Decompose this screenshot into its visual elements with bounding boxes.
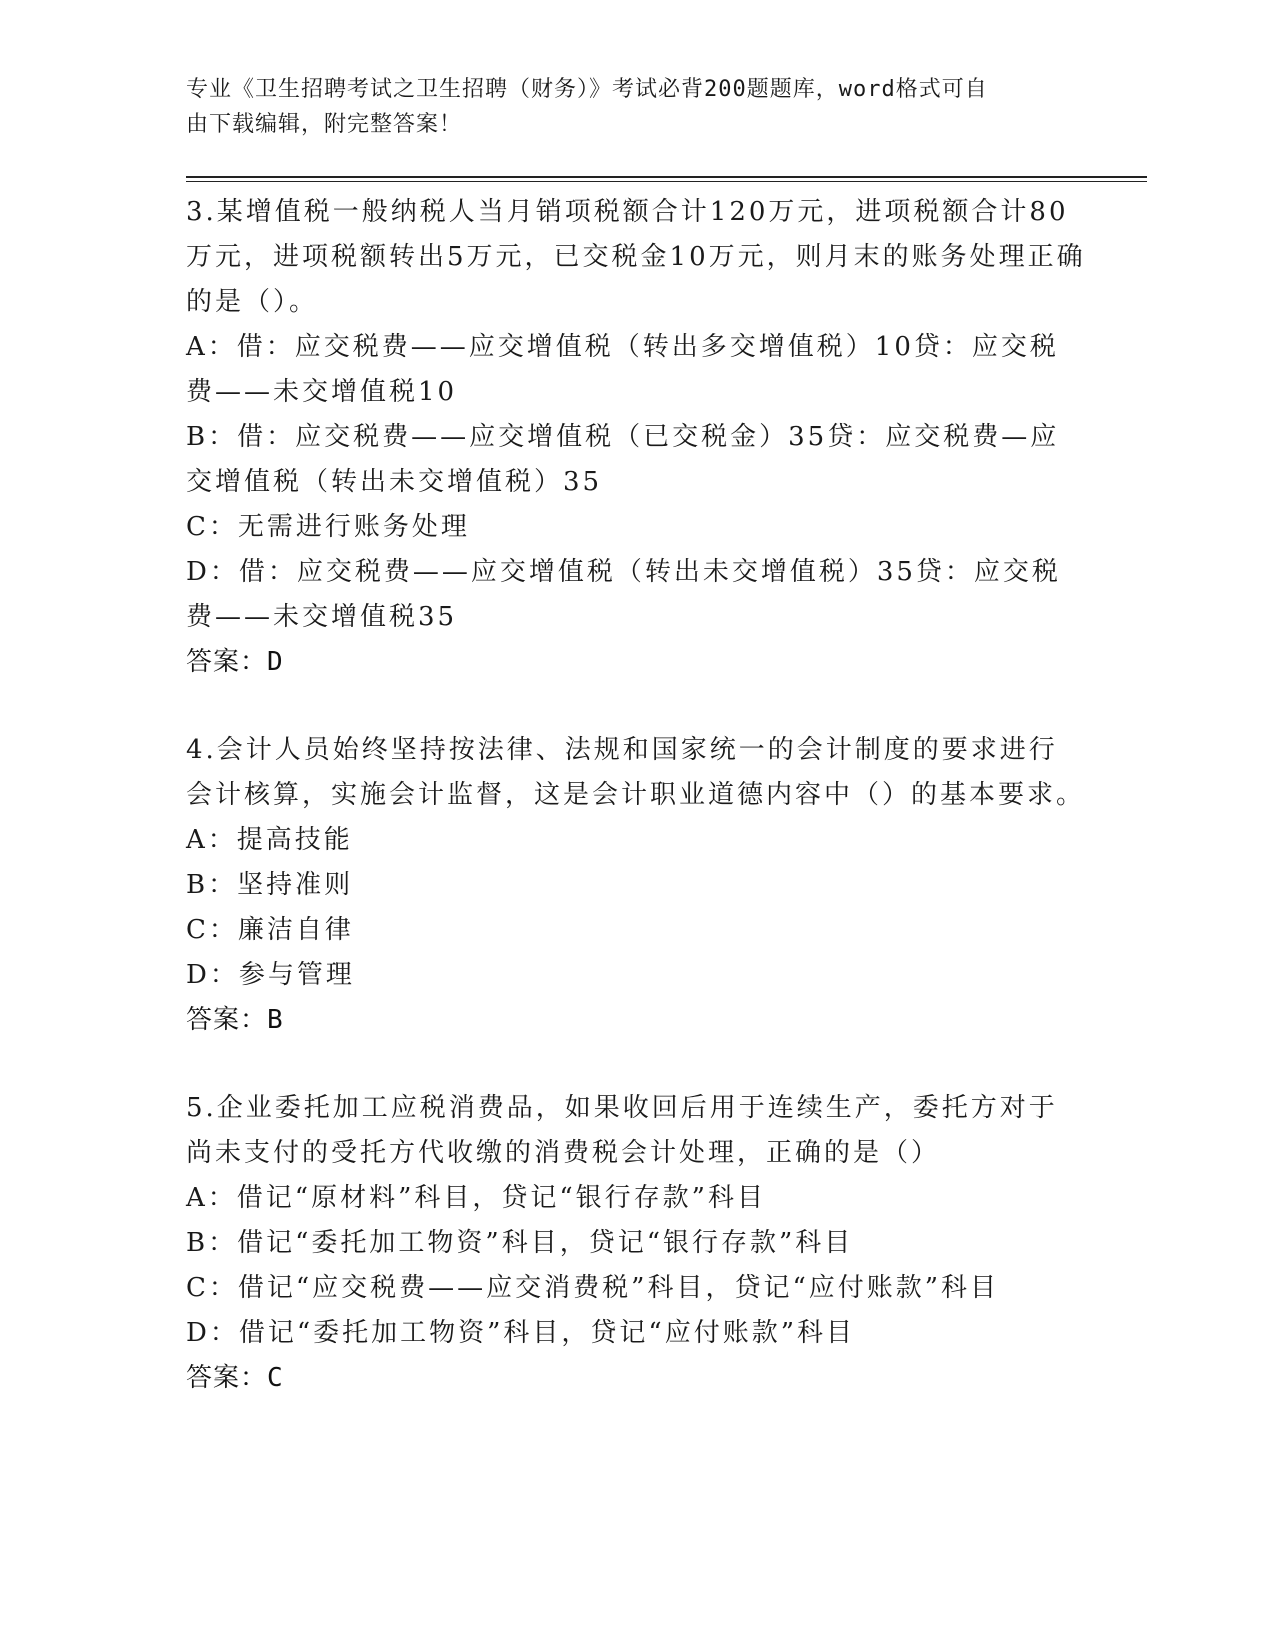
option-a: A：借记“原材料”科目，贷记“银行存款”科目 [186,1183,766,1213]
header-divider-thin [186,181,1147,182]
option-b: B：坚持准则 [186,870,354,900]
option-d: D：借记“委托加工物资”科目，贷记“应付账款”科目 [186,1318,856,1348]
option-b: B：借记“委托加工物资”科目，贷记“银行存款”科目 [186,1228,854,1258]
answer-label: 答案：D [186,647,284,677]
question-list [186,190,1086,1444]
option-a: A：借：应交税费——应交增值税（转出多交增值税）10贷：应交税费——未交增值税10 [186,332,1059,407]
header-divider-thick [186,176,1147,178]
option-a: A：提高技能 [186,825,353,855]
option-c: C：借记“应交税费——应交消费税”科目，贷记“应付账款”科目 [186,1273,1000,1303]
document-header [186,72,1066,142]
question-3 [186,190,1086,685]
option-b: B：借：应交税费——应交增值税（已交税金）35贷：应交税费—应交增值税（转出未交增值税）35 [186,422,1060,497]
answer-label: 答案：B [186,1005,284,1035]
question-stem: 4.会计人员始终坚持按法律、法规和国家统一的会计制度的要求进行会计核算，实施会计监督，这是会计职业道德内容中（）的基本要求。 [186,735,1086,810]
option-c: C：廉洁自律 [186,915,354,945]
answer-label: 答案：C [186,1363,284,1393]
question-stem: 3.某增值税一般纳税人当月销项税额合计120万元，进项税额合计80万元，进项税额转出5万元，已交税金10万元，则月末的账务处理正确的是（）。 [186,197,1086,317]
question-4 [186,728,1086,1043]
question-stem: 5.企业委托加工应税消费品，如果收回后用于连续生产，委托方对于尚未支付的受托方代收缴的消费税会计处理，正确的是（） [186,1093,1058,1168]
header-line-1: 专业《卫生招聘考试之卫生招聘（财务）》考试必背200题题库，word格式可自 [186,77,988,102]
option-c: C：无需进行账务处理 [186,512,470,542]
option-d: D：借：应交税费——应交增值税（转出未交增值税）35贷：应交税费——未交增值税35 [186,557,1061,632]
option-d: D：参与管理 [186,960,355,990]
header-line-2: 由下载编辑，附完整答案！ [186,112,463,137]
question-5 [186,1086,1086,1401]
